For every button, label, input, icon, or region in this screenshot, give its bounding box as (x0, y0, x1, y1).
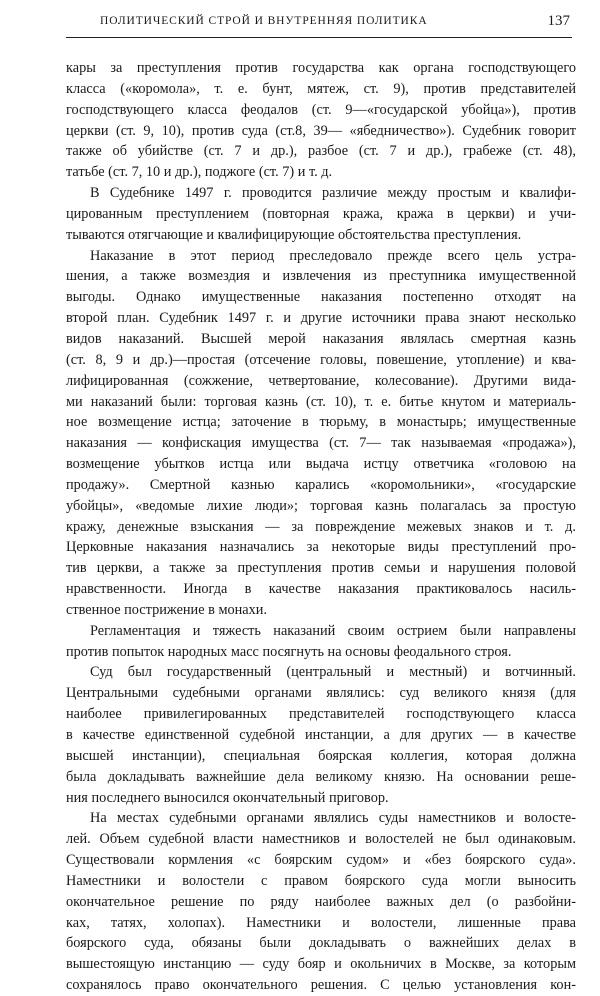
text-line: класса («коромола», т. е. бунт, мятеж, ст. 9), против представителей (66, 80, 576, 97)
text-line: была докладывать важнейшие дела великому князю. На основании реше- (66, 768, 576, 785)
text-line: видов наказаний. Высшей мерой наказания являлась смертная казнь (66, 330, 576, 347)
page-number: 137 (547, 13, 570, 29)
text-line: продажу». Смертной казнью карались «коромольники», «государские (66, 476, 576, 493)
text-line: возмещение убытков истца или выдача истцу ответчика «головою на (66, 456, 576, 473)
text-line: высшей инстанции), специальная боярская коллегия, которая должна (66, 747, 576, 764)
text-line: тываются отягчающие и квалифицирующие обстоятельства преступления. (66, 226, 522, 243)
text-line: (ст. 8, 9 и др.)—простая (отсечение головы, повешение, утопление) и ква- (66, 351, 576, 368)
text-line: второй план. Судебник 1497 г. и другие источники права знают несколько (66, 310, 576, 327)
text-line: Регламентация и тяжесть наказаний своим острием были направлены (90, 622, 576, 639)
text-line: убойцы», «ведомые лихие люди»; торговая казнь полагалась за простую (66, 497, 576, 514)
text-line: ственное пострижение в монахи. (66, 601, 268, 618)
text-line: окончательное решение по ряду наиболее важных дел (о разбойни- (66, 893, 576, 910)
text-line: лей. Объем судебной власти наместников и волостелей не был одинаковым. (66, 831, 576, 848)
text-line: наиболее привилегированных представителей господствующего класса (66, 706, 576, 723)
text-line: Суд был государственный (центральный и местный) и вотчинный. (90, 664, 576, 681)
text-line: На местах судебными органами являлись суды наместников и волосте- (90, 810, 576, 827)
text-line: нравственности. Иногда в качестве наказания практиковалось насиль- (66, 581, 576, 598)
text-line: боярского суда, обязаны были докладывать о важнейших делах в (66, 935, 576, 952)
text-line: ное возмещение истца; заточение в тюрьму, в монастырь; имущественные (66, 414, 576, 431)
text-line: Наказание в этот период преследовало прежде всего цель устра- (90, 247, 576, 264)
text-line: цированным преступлением (повторная кража, кража в церкви) и учи- (66, 205, 576, 222)
header-rule (66, 37, 572, 38)
running-header-title: ПОЛИТИЧЕСКИЙ СТРОЙ И ВНУТРЕННЯЯ ПОЛИТИКА (100, 15, 428, 27)
text-line: кары за преступления против государства как органа господствующего (66, 60, 576, 76)
text-line: также об убийстве (ст. 7 и др.), разбое (ст. 7 и др.), грабеже (ст. 48), (66, 143, 576, 160)
text-line: тив церкви, а также за преступления против семьи и нарушения половой (66, 560, 576, 577)
text-line: ках, татях, холопах). Наместники и волостели, лишенные права (66, 914, 576, 931)
body-text (66, 58, 576, 996)
text-line: Центральными судебными органами являлись: суд великого князя (для (66, 685, 576, 702)
text-line: в качестве единственной судебной инстанции, а для других — в качестве (66, 727, 576, 743)
text-line: лифицированная (сожжение, четвертование, колесование). Другими вида- (66, 372, 576, 389)
text-line: татьбе (ст. 7, 10 и др.), поджоге (ст. 7) и т. д. (66, 164, 333, 181)
text-line: господствующего класса феодалов (ст. 9—«государской убойца»), против (66, 101, 576, 118)
running-header (0, 12, 600, 38)
text-line: ми наказаний были: торговая казнь (ст. 10), т. е. битье кнутом и материаль- (66, 393, 576, 410)
text-line: наказания — конфискация имущества (ст. 7— так называемая «продажа»), (66, 435, 576, 452)
text-line: шения, а также возмездия и извлечения из преступника имущественной (66, 268, 576, 285)
text-line: Существовали кормления «с боярским судом» и «без боярского суда». (66, 852, 576, 869)
text-line: против попыток народных масс посягнуть на основы феодального строя. (66, 643, 512, 660)
text-line: вышестоящую инстанцию — суду бояр и окольничих в Москве, за которым (66, 956, 576, 973)
text-line: сохранялось право окончательного решения. С целью установления кон- (66, 977, 576, 994)
text-line: кражу, денежные взыскания — за повреждение межевых знаков и т. д. (66, 518, 576, 535)
text-line: Наместники и волостели с правом боярского суда могли выносить (66, 872, 576, 889)
text-line: В Судебнике 1497 г. проводится различие между простым и квалифи- (90, 185, 576, 202)
text-line: церкви (ст. 9, 10), против суда (ст.8, 39— «ябедничество»). Судебник говорит (66, 122, 576, 139)
text-line: выгоды. Однако имущественные наказания постепенно отходят на (66, 289, 576, 306)
text-line: ния последнего выносился окончательный приговор. (66, 789, 389, 806)
text-line: Церковные наказания назначались за некоторые виды преступлений про- (66, 539, 576, 556)
